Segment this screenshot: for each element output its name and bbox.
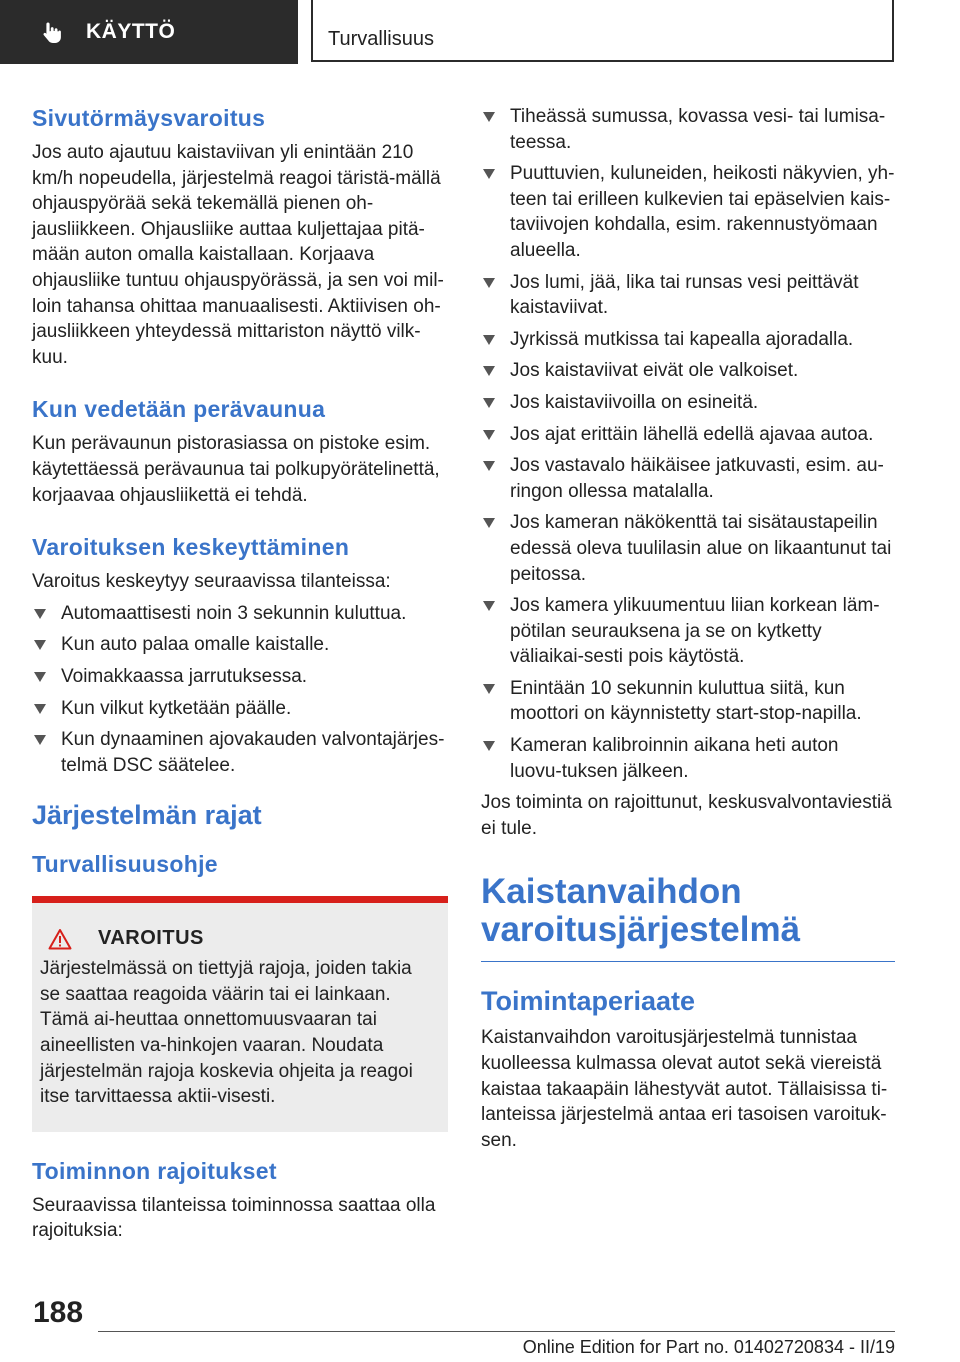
triangle-bullet-icon xyxy=(34,609,46,619)
warning-text: Järjestelmässä on tiettyjä rajoja, joiden takia se saattaa reagoida väärin tai ei lainkaan. Tämä ai-heuttaa onnettomuusvaaran tai aineellisten va-hinkojen vaaran. Noudata järjestelmän rajoja koskevia ohjeita ja reagoi itse tarvittaessa aktii-visesti. xyxy=(40,958,413,1108)
interrupt-list xyxy=(32,601,448,779)
hand-pointer-icon xyxy=(40,20,64,44)
heading-trailer: Kun vedetään perävaunua xyxy=(32,396,326,423)
triangle-bullet-icon xyxy=(483,398,495,408)
list-item: Kun auto palaa omalle kaistalle. xyxy=(32,632,448,658)
paragraph-trailer: Kun perävaunun pistorasiassa on pistoke esim. käytettäessä perävaunua tai polkupyörätelinettä, korjaavaa ohjausliikettä ei tehdä. xyxy=(32,433,440,506)
section-title: Turvallisuus xyxy=(328,28,434,50)
warning-box xyxy=(32,896,448,1132)
list-item: Automaattisesti noin 3 sekunnin kuluttua. xyxy=(32,601,448,627)
heading-interrupt: Varoituksen keskeyttäminen xyxy=(32,534,350,561)
triangle-bullet-icon xyxy=(483,741,495,751)
list-item: Jos lumi, jää, lika tai runsas vesi peittävät kaistaviivat. xyxy=(481,270,895,321)
triangle-bullet-icon xyxy=(483,684,495,694)
paragraph-principle: Kaistanvaihdon varoitusjärjestelmä tunnistaa kuolleessa kulmassa olevat autot sekä viereistä kaistaa takaapäin lähestyvät autot. Tällaisissa ti-lanteissa järjestelmä antaa eri tasoisen varoituk-sen. xyxy=(481,1027,888,1151)
heading-side-collision: Sivutörmäysvaroitus xyxy=(32,105,266,131)
list-item: Voimakkaassa jarrutuksessa. xyxy=(32,664,448,690)
heading-function-limits: Toiminnon rajoitukset xyxy=(32,1157,277,1184)
triangle-bullet-icon xyxy=(34,704,46,714)
footer-edition: Online Edition for Part no. 01402720834 - II/19 xyxy=(522,1337,895,1357)
chapter-title xyxy=(481,873,895,949)
triangle-bullet-icon xyxy=(483,335,495,345)
triangle-bullet-icon xyxy=(483,278,495,288)
heading-system-limits: Järjestelmän rajat xyxy=(32,800,262,831)
list-item: Jos ajat erittäin lähellä edellä ajavaa autoa. xyxy=(481,422,895,448)
list-item: Enintään 10 sekunnin kuluttua siitä, kun moottori on käynnistetty start-stop-napilla. xyxy=(481,676,895,727)
list-item: Jos kamera ylikuumentuu liian korkean läm-pötilan seurauksena ja se on kytketty väliaikai-sesti pois käytöstä. xyxy=(481,593,895,670)
triangle-bullet-icon xyxy=(483,366,495,376)
right-column xyxy=(481,100,895,1153)
triangle-bullet-icon xyxy=(34,640,46,650)
list-item: Jos vastavalo häikäisee jatkuvasti, esim. au-ringon ollessa matalalla. xyxy=(481,453,895,504)
warning-title: VAROITUS xyxy=(98,927,204,950)
chapter-tab[interactable] xyxy=(0,0,298,64)
triangle-bullet-icon xyxy=(483,461,495,471)
triangle-bullet-icon xyxy=(483,601,495,611)
list-item: Jyrkissä mutkissa tai kapealla ajoradalla. xyxy=(481,327,895,353)
title-rule xyxy=(481,961,895,962)
triangle-bullet-icon xyxy=(483,518,495,528)
triangle-bullet-icon xyxy=(483,169,495,179)
paragraph-side-collision: Jos auto ajautuu kaistaviivan yli enintään 210 km/h nopeudella, järjestelmä reagoi täristä-mällä ohjauspyörää sekä tekemällä pienen oh-jausliikkeen. Ohjausliike auttaa kuljettajaa pitä-mään auton omalla kaistallaan. Korjaava ohjausliike tuntuu ohjauspyörässä, ja sen voi mil-loin tahansa ohittaa manuaalisesti. Aktiivisen oh-jausliikkeen yhteydessä mittariston näyttö vilk-kuu. xyxy=(32,142,444,368)
footer-rule xyxy=(98,1331,895,1332)
heading-safety: Turvallisuusohje xyxy=(32,851,218,878)
list-item: Jos kaistaviivat eivät ole valkoiset. xyxy=(481,358,895,384)
section-header xyxy=(311,0,894,62)
warning-header xyxy=(48,927,434,950)
list-item: Kameran kalibroinnin aikana heti auton luovu-tuksen jälkeen. xyxy=(481,733,895,784)
list-item: Kun dynaaminen ajovakauden valvontajärjes-telmä DSC säätelee. xyxy=(32,727,448,778)
page-number: 188 xyxy=(33,1296,84,1329)
limits-list xyxy=(481,104,895,784)
triangle-bullet-icon xyxy=(483,112,495,122)
chapter-title-line-2: varoitusjärjestelmä xyxy=(481,910,801,950)
list-item: Jos kaistaviivoilla on esineitä. xyxy=(481,390,895,416)
left-column xyxy=(32,100,448,1244)
chapter-title-line-1: Kaistanvaihdon xyxy=(481,872,742,912)
triangle-bullet-icon xyxy=(483,430,495,440)
heading-principle: Toimintaperiaate xyxy=(481,986,696,1017)
list-item: Kun vilkut kytketään päälle. xyxy=(32,696,448,722)
chapter-label: KÄYTTÖ xyxy=(86,20,176,43)
triangle-bullet-icon xyxy=(34,735,46,745)
triangle-bullet-icon xyxy=(34,672,46,682)
warning-triangle-icon xyxy=(48,928,72,950)
list-item: Jos kameran näkökenttä tai sisätaustapeilin edessä oleva tuulilasin alue on likaantunut tai peitossa. xyxy=(481,510,895,587)
paragraph-function-limits: Seuraavissa tilanteissa toiminnossa saattaa olla rajoituksia: xyxy=(32,1194,436,1242)
paragraph-no-warning: Jos toiminta on rajoittunut, keskusvalvontaviestiä ei tule. xyxy=(481,792,892,839)
paragraph-interrupt: Varoitus keskeytyy seuraavissa tilanteissa: xyxy=(32,571,391,593)
list-item: Puuttuvien, kuluneiden, heikosti näkyvien, yh-teen tai erilleen kulkevien tai epäselvien kais-taviivojen kohdalla, esim. rakennustyömaan alueella. xyxy=(481,161,895,263)
list-item: Tiheässä sumussa, kovassa vesi- tai lumisa-teessa. xyxy=(481,104,895,155)
